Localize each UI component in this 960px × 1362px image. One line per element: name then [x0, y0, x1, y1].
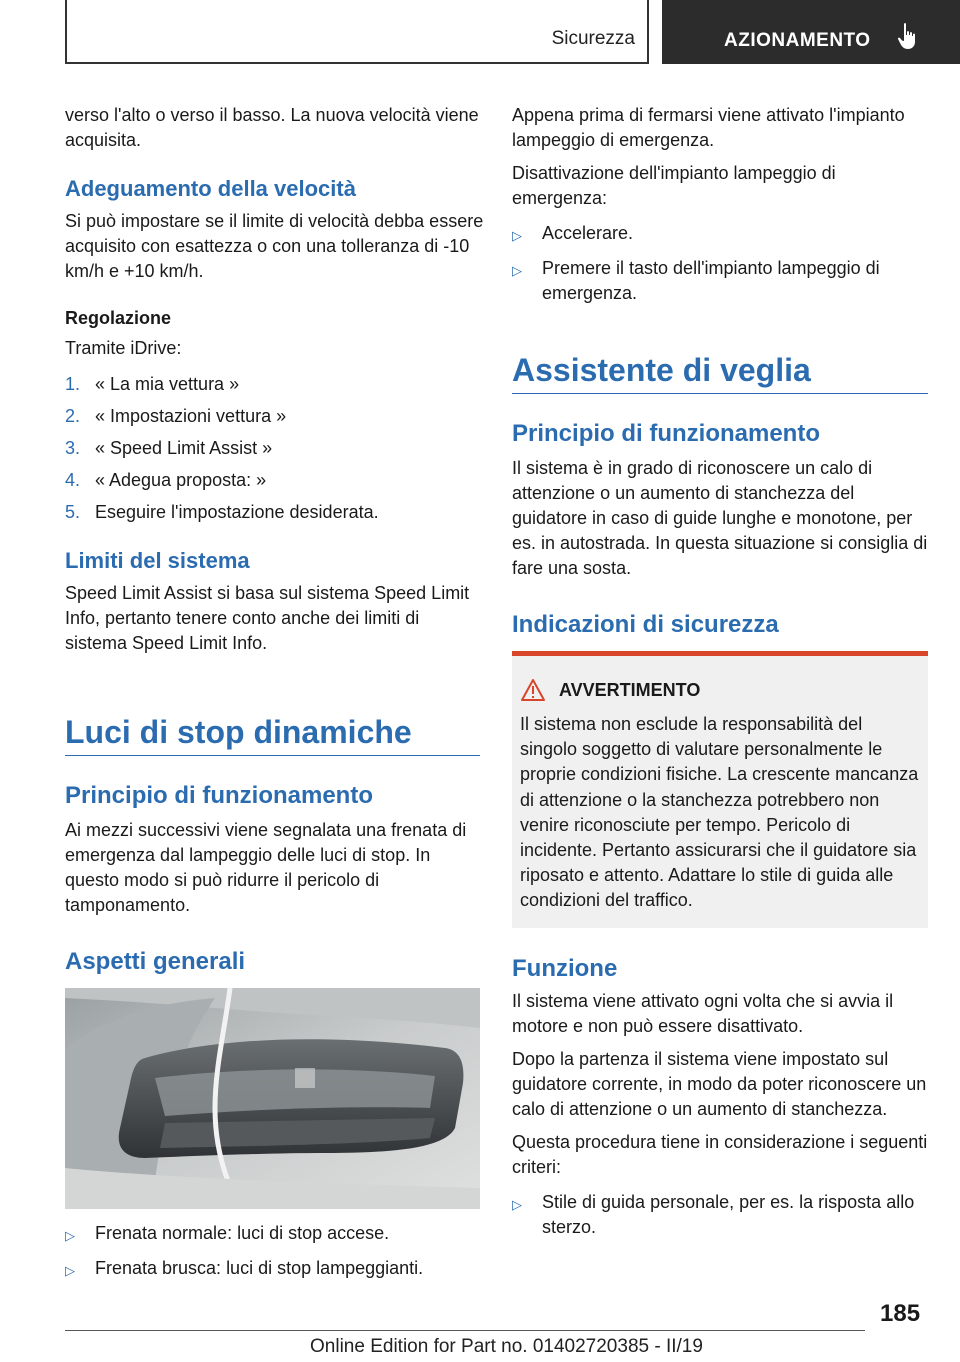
- section-assistente: [512, 351, 928, 394]
- bullet-text: Stile di guida personale, per es. la risposta allo sterzo.: [542, 1192, 915, 1237]
- paragraph: Il sistema viene attivato ogni volta che si avvia il motore e non può essere disattivato.: [512, 991, 894, 1036]
- right-column-top: [512, 103, 932, 306]
- header-chapter-title: AZIONAMENTO: [724, 30, 871, 51]
- list-item: [512, 256, 932, 306]
- paragraph: verso l'alto o verso il basso. La nuova velocità viene acquisita.: [65, 105, 479, 150]
- list-item: [65, 468, 485, 493]
- paragraph: Dopo la partenza il sistema viene impostato sul guidatore corrente, in modo da poter riconoscere un calo di attenzione o un aumento di stanchezza.: [512, 1049, 927, 1119]
- bullet-text: Premere il tasto dell'impianto lampeggio di emergenza.: [542, 258, 880, 303]
- header-chapter-box: [662, 0, 960, 64]
- step-number: 2.: [65, 406, 81, 426]
- warning-triangle-icon: [520, 678, 546, 702]
- hand-pointer-icon: [896, 22, 920, 52]
- section-principio-left: [65, 782, 485, 976]
- heading-regolazione: Regolazione: [65, 308, 172, 328]
- paragraph: Ai mezzi successivi viene segnalata una frenata di emergenza dal lampeggio delle luci di stop. In questo modo si può ridurre il pericolo di tamponamento.: [65, 820, 467, 915]
- list-item: [65, 404, 485, 429]
- step-text: Eseguire l'impostazione desiderata.: [95, 502, 379, 522]
- section-funzione: [512, 955, 932, 1240]
- warning-title: AVVERTIMENTO: [559, 679, 701, 700]
- header-section-box: [65, 0, 649, 64]
- paragraph: Appena prima di fermarsi viene attivato l'impianto lampeggio di emergenza.: [512, 105, 905, 150]
- step-number: 3.: [65, 438, 81, 458]
- paragraph: Speed Limit Assist si basa sul sistema Speed Limit Info, pertanto tenere conto anche dei limiti di sistema Speed Limit Info.: [65, 583, 470, 653]
- brake-bullets: [65, 1221, 485, 1283]
- list-item: [65, 500, 485, 525]
- triangle-bullet-icon: ▷: [512, 263, 522, 278]
- heading-funzione: Funzione: [512, 955, 618, 982]
- footer-rule: [65, 1330, 865, 1331]
- heading-principio: Principio di funzionamento: [65, 782, 373, 809]
- heading-principio: Principio di funzionamento: [512, 420, 820, 447]
- warning-header: [520, 678, 920, 702]
- heading-limiti: Limiti del sistema: [65, 548, 250, 573]
- step-number: 1.: [65, 374, 81, 394]
- heading-rule: [512, 393, 928, 394]
- heading-luci-stop: Luci di stop dinamiche: [65, 714, 412, 750]
- bullet-text: Frenata normale: luci di stop accese.: [95, 1223, 390, 1243]
- triangle-bullet-icon: ▷: [512, 228, 522, 243]
- step-number: 4.: [65, 470, 81, 490]
- heading-indicazioni: Indicazioni di sicurezza: [512, 611, 779, 638]
- bullet-list: [512, 1190, 932, 1240]
- section-principio-right: [512, 420, 932, 639]
- step-text: « La mia vettura »: [95, 374, 240, 394]
- page-number: 185: [880, 1300, 921, 1327]
- header-section-title: Sicurezza: [551, 28, 635, 49]
- heading-adeguamento: Adeguamento della velocità: [65, 176, 356, 201]
- step-text: « Speed Limit Assist »: [95, 438, 273, 458]
- triangle-bullet-icon: ▷: [512, 1197, 522, 1212]
- steps-list: [65, 372, 485, 525]
- paragraph: Il sistema è in grado di riconoscere un calo di attenzione o un aumento di stanchezza del guidatore in caso di guide lunghe e monotone, per es. in autostrada. In questa situazione si consiglia di fare una sosta.: [512, 458, 928, 578]
- list-item: [65, 1256, 485, 1283]
- list-item: [65, 1221, 485, 1248]
- heading-aspetti: Aspetti generali: [65, 948, 246, 975]
- bullet-text: Accelerare.: [542, 223, 634, 243]
- paragraph: Disattivazione dell'impianto lampeggio di emergenza:: [512, 163, 836, 208]
- left-column: [65, 103, 485, 656]
- triangle-bullet-icon: ▷: [65, 1228, 75, 1243]
- paragraph: Questa procedura tiene in considerazione i seguenti criteri:: [512, 1132, 928, 1177]
- paragraph: Tramite iDrive:: [65, 338, 182, 358]
- warning-text: Il sistema non esclude la responsabilità del singolo soggetto di valutare personalmente le proprie condizioni fisiche. La crescente mancanza di attenzione o la stanchezza potrebbero non venire riconosciute per tempo. Pericolo di incidente. Pertanto assicurarsi che il guidatore sia riposato e attento. Adattare lo stile di guida alle condizioni del traffico.: [520, 714, 919, 911]
- list-item: [65, 436, 485, 461]
- triangle-bullet-icon: ▷: [65, 1263, 75, 1278]
- heading-assistente-veglia: Assistente di veglia: [512, 352, 811, 388]
- tail-light-illustration: [65, 988, 480, 1209]
- bullet-text: Frenata brusca: luci di stop lampeggianti.: [95, 1258, 424, 1278]
- step-number: 5.: [65, 502, 81, 522]
- brake-light-photo: [65, 988, 480, 1209]
- list-item: [512, 221, 932, 248]
- list-item: [65, 372, 485, 397]
- step-text: « Impostazioni vettura »: [95, 406, 287, 426]
- step-text: « Adegua proposta: »: [95, 470, 267, 490]
- warning-box: [512, 651, 928, 928]
- edition-note: Online Edition for Part no. 01402720385 - II/19: [310, 1336, 703, 1357]
- bullet-list: [512, 221, 932, 306]
- paragraph: Si può impostare se il limite di velocità debba essere acquisito con esattezza o con una tolleranza di -10 km/h e +10 km/h.: [65, 211, 484, 281]
- section-luci: [65, 713, 480, 756]
- list-item: [512, 1190, 932, 1240]
- heading-rule: [65, 755, 480, 756]
